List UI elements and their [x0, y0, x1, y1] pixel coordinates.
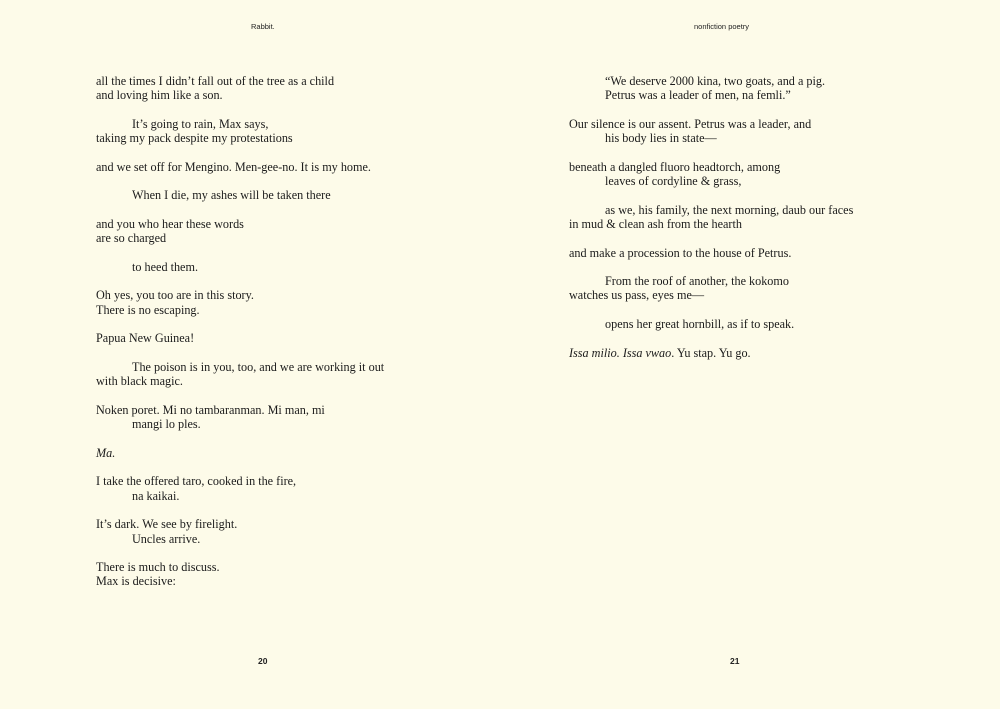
poem-line: mangi lo ples.: [132, 417, 201, 432]
poem-line: his body lies in state—: [605, 131, 717, 146]
poem-line: taking my pack despite my protestations: [96, 131, 293, 146]
stanza-break: [96, 246, 384, 260]
stanza-break: [96, 203, 384, 217]
poem-line: Petrus was a leader of men, na femli.”: [605, 88, 791, 103]
poem-line: There is no escaping.: [96, 302, 200, 317]
poem-line: It’s dark. We see by firelight.: [96, 517, 238, 532]
poem-line: Our silence is our assent. Petrus was a leader, and: [569, 116, 812, 131]
poem-line: and loving him like a son.: [96, 88, 223, 103]
poem-line: as we, his family, the next morning, daub our faces: [605, 202, 854, 217]
poem-line: and we set off for Mengino. Men-gee-no. It is my home.: [96, 159, 371, 174]
poem-line: It’s going to rain, Max says,: [132, 116, 269, 131]
poem-line: beneath a dangled fluoro headtorch, among: [569, 159, 781, 174]
poem-line: and you who hear these words: [96, 216, 244, 231]
poem-line: and make a procession to the house of Petrus.: [569, 245, 792, 260]
stanza-break: [96, 503, 384, 517]
stanza-break: [96, 346, 384, 360]
poem-line: “We deserve 2000 kina, two goats, and a pig.: [605, 74, 826, 88]
poem-line: Ma.: [96, 445, 116, 460]
poem-line-segment: . Yu stap. Yu go.: [671, 345, 751, 360]
stanza-break: [569, 103, 853, 117]
poem-body-left: [96, 74, 384, 589]
stanza-break: [569, 331, 853, 345]
poem-line: Papua New Guinea!: [96, 331, 195, 346]
poem-line: From the roof of another, the kokomo: [605, 274, 789, 289]
page-number-left: 20: [258, 656, 268, 666]
poem-line: are so charged: [96, 231, 167, 246]
poem-line: There is much to discuss.: [96, 560, 220, 575]
page-number-right: 21: [730, 656, 740, 666]
poem-body-right: [569, 74, 853, 360]
poem-line-segment: Issa milio. Issa vwao: [569, 345, 672, 360]
stanza-break: [569, 231, 853, 245]
stanza-break: [96, 274, 384, 288]
stanza-break: [569, 260, 853, 274]
stanza-break: [569, 145, 853, 159]
stanza-break: [569, 303, 853, 317]
stanza-break: [96, 546, 384, 560]
poem-line: with black magic.: [96, 374, 183, 389]
poem-line: [569, 346, 853, 360]
running-head-left: Rabbit.: [251, 22, 275, 31]
stanza-break: [96, 317, 384, 331]
poem-line: I take the offered taro, cooked in the fire,: [96, 474, 297, 489]
poem-line: watches us pass, eyes me—: [569, 288, 705, 303]
poem-line: Oh yes, you too are in this story.: [96, 288, 254, 303]
poem-line: all the times I didn’t fall out of the tree as a child: [96, 74, 335, 88]
stanza-break: [96, 460, 384, 474]
stanza-break: [96, 103, 384, 117]
stanza-break: [96, 431, 384, 445]
poem-line: opens her great hornbill, as if to speak.: [605, 317, 795, 332]
poem-line: in mud & clean ash from the hearth: [569, 216, 742, 231]
poem-line: When I die, my ashes will be taken there: [132, 188, 331, 203]
stanza-break: [96, 389, 384, 403]
right-page: [500, 0, 1000, 709]
poem-line: leaves of cordyline & grass,: [605, 174, 742, 189]
stanza-break: [569, 188, 853, 202]
poem-line: to heed them.: [132, 259, 198, 274]
poem-line: The poison is in you, too, and we are working it out: [132, 359, 385, 374]
running-head-right: nonfiction poetry: [694, 22, 750, 31]
poem-line: na kaikai.: [132, 488, 180, 503]
poem-line: Noken poret. Mi no tambaranman. Mi man, mi: [96, 402, 325, 417]
poem-line: Uncles arrive.: [132, 531, 201, 546]
poem-line: Max is decisive:: [96, 574, 176, 589]
stanza-break: [96, 174, 384, 188]
stanza-break: [96, 145, 384, 159]
